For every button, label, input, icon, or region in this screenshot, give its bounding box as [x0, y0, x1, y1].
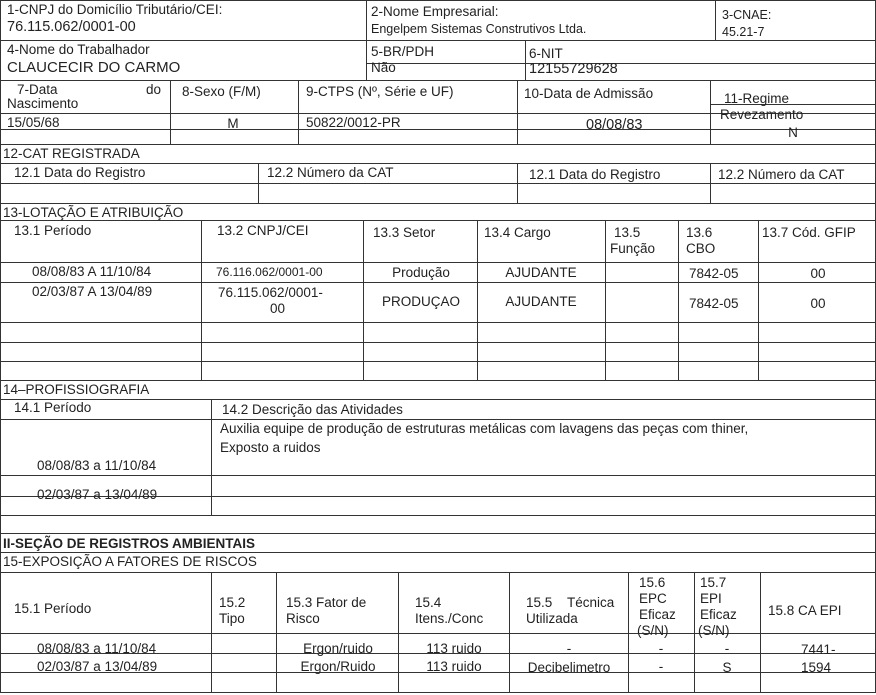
sexo-value: M: [227, 116, 239, 131]
exposicao-row1-periodo: 08/08/83 a 11/10/84: [37, 641, 157, 656]
cnpj-value: 76.115.062/0001-00: [7, 19, 136, 35]
exposicao-row1-epi: -: [724, 641, 730, 656]
trabalhador-label: 4-Nome do Trabalhador: [7, 42, 150, 57]
grid-line: [0, 515, 876, 516]
grid-line: [0, 322, 876, 323]
grid-line: [366, 63, 876, 64]
grid-line: [0, 80, 876, 81]
cnae-value: 45.21-7: [722, 25, 765, 39]
profissiografia-col-periodo: 14.1 Período: [14, 400, 92, 415]
grid-line: [0, 475, 876, 476]
grid-line: [517, 80, 518, 145]
grid-line: [678, 220, 679, 381]
exposicao-col-tecnica-1a: 15.5: [526, 595, 553, 610]
profissiografia-row2-periodo: 02/03/87 a 13/04/89: [37, 487, 158, 502]
grid-line: [0, 0, 1, 693]
grid-line: [0, 203, 876, 204]
admissao-value: 08/08/83: [586, 117, 643, 133]
cat-data-registro-2: 12.1 Data do Registro: [529, 167, 661, 182]
grid-line: [366, 0, 367, 81]
exposicao-col-fator-2: Risco: [286, 611, 320, 626]
lotacao-col-gfip: 13.7 Cód. GFIP: [762, 225, 856, 240]
grid-line: [0, 163, 876, 164]
exposicao-col-epc-1: 15.6: [639, 575, 666, 590]
lotacao-row2-setor: PRODUÇAO: [381, 294, 460, 309]
grid-line: [758, 220, 759, 381]
lotacao-col-cbo-2: CBO: [686, 241, 716, 256]
exposicao-col-itens-1: 15.4: [415, 595, 442, 610]
cat-data-registro-1: 12.1 Data do Registro: [14, 165, 146, 180]
exposicao-row1-ca: 7441-: [801, 642, 836, 657]
lotacao-col-funcao-1: 13.5: [614, 225, 641, 240]
lotacao-col-cbo-1: 13.6: [686, 225, 713, 240]
exposicao-row1-epc: -: [658, 641, 664, 656]
nome-empresarial-value: Engelpem Sistemas Construtivos Ltda.: [371, 22, 587, 36]
lotacao-row2-gfip: 00: [810, 296, 826, 311]
grid-line: [0, 361, 876, 362]
br-pdh-value: Não: [371, 60, 396, 75]
grid-line: [0, 282, 876, 283]
exposicao-row1-fator: Ergon/ruido: [303, 641, 373, 656]
trabalhador-value: CLAUCECIR DO CARMO: [7, 59, 181, 76]
exposicao-col-epi-4: (S/N): [698, 623, 730, 638]
grid-line: [0, 144, 876, 145]
exposicao-col-tipo-1: 15.2: [219, 595, 246, 610]
exposicao-col-tecnica-1b: Técnica: [567, 595, 615, 610]
exposicao-col-epc-2: EPC: [639, 591, 667, 606]
lotacao-row1-cnpj: 76.116.062/0001-00: [216, 265, 323, 279]
exposicao-col-fator-1: 15.3 Fator de: [286, 595, 367, 610]
profissiografia-col-descricao: 14.2 Descrição das Atividades: [222, 402, 403, 417]
grid-line: [710, 163, 711, 204]
lotacao-row1-periodo: 08/08/83 A 11/10/84: [32, 264, 152, 279]
regime-label-1: 11-Regime: [724, 91, 790, 106]
exposicao-row2-fator: Ergon/Ruido: [300, 659, 376, 674]
grid-line: [760, 572, 761, 693]
lotacao-row2-cnpj-b: 00: [270, 301, 286, 316]
cat-title: 12-CAT REGISTRADA: [3, 146, 140, 161]
lotacao-col-periodo: 13.1 Período: [14, 223, 92, 238]
lotacao-col-setor: 13.3 Setor: [373, 225, 436, 240]
exposicao-col-epi-3: Eficaz: [700, 607, 737, 622]
lotacao-title: 13-LOTAÇÃO E ATRIBUIÇÃO: [3, 205, 184, 220]
grid-line: [258, 163, 259, 204]
cnpj-label: 1-CNPJ do Domicílio Tributário/CEI:: [7, 2, 223, 17]
lotacao-row1-gfip: 00: [810, 266, 826, 281]
exposicao-col-epi-1: 15.7: [700, 575, 727, 590]
nasc-label-a: 7-Data: [17, 82, 58, 97]
nit-value: 12155729628: [529, 61, 618, 77]
exposicao-title: 15-EXPOSIÇÃO A FATORES DE RISCOS: [3, 554, 257, 569]
exposicao-row1-itens: 113 ruido: [426, 641, 482, 656]
grid-line: [0, 40, 876, 41]
lotacao-col-cnpj: 13.2 CNPJ/CEI: [217, 223, 309, 238]
exposicao-col-epc-4: (S/N): [637, 623, 669, 638]
grid-line: [0, 633, 876, 634]
nasc-label-c: Nascimento: [7, 96, 79, 111]
grid-line: [298, 80, 299, 145]
exposicao-row2-tecnica: Decibelimetro: [527, 660, 611, 675]
lotacao-row1-cargo: AJUDANTE: [505, 265, 577, 280]
grid-line: [0, 572, 876, 573]
exposicao-row2-epi: S: [722, 660, 732, 675]
grid-line: [0, 533, 876, 534]
exposicao-col-epi-2: EPI: [700, 591, 722, 606]
exposicao-row2-itens: 113 ruido: [426, 659, 482, 674]
profissiografia-title: 14–PROFISSIOGRAFIA: [3, 382, 150, 397]
cat-numero-1: 12.2 Número da CAT: [267, 165, 394, 180]
grid-line: [170, 80, 171, 145]
grid-line: [525, 40, 526, 81]
regime-label-2: Revezamento: [720, 107, 804, 122]
sexo-label: 8-Sexo (F/M): [182, 84, 261, 99]
exposicao-col-tipo-2: Tipo: [219, 611, 245, 626]
cnae-label: 3-CNAE:: [722, 8, 772, 22]
exposicao-row2-ca: 1594: [801, 660, 832, 675]
lotacao-col-funcao-2: Função: [610, 241, 656, 256]
grid-line: [0, 380, 876, 381]
lotacao-row2-cnpj-a: 76.115.062/0001-: [218, 285, 323, 300]
grid-line: [0, 692, 876, 693]
grid-line: [0, 183, 876, 184]
admissao-label: 10-Data de Admissão: [524, 86, 654, 101]
grid-line: [0, 419, 876, 420]
grid-line: [0, 399, 876, 400]
grid-line: [211, 572, 212, 693]
grid-line: [0, 220, 876, 221]
grid-line: [0, 0, 876, 1]
secao2-title: II-SEÇÃO DE REGISTROS AMBIENTAIS: [3, 536, 256, 551]
lotacao-row1-cbo: 7842-05: [689, 266, 739, 281]
grid-line: [0, 552, 876, 553]
lotacao-row2-cargo: AJUDANTE: [505, 294, 577, 309]
grid-line: [0, 262, 876, 263]
lotacao-row1-setor: Produção: [392, 265, 450, 280]
profissiografia-desc-line2: Exposto a ruidos: [220, 440, 321, 455]
grid-line: [715, 0, 716, 41]
nome-empresarial-label: 2-Nome Empresarial:: [371, 4, 499, 19]
grid-line: [201, 220, 202, 381]
exposicao-row1-tecnica: -: [566, 641, 572, 656]
br-pdh-label: 5-BR/PDH: [371, 44, 435, 59]
exposicao-col-itens-2: Itens./Conc: [415, 611, 484, 626]
lotacao-col-cargo: 13.4 Cargo: [484, 225, 551, 240]
regime-value: N: [788, 125, 798, 140]
exposicao-row2-epc: -: [658, 659, 664, 674]
grid-line: [517, 163, 518, 204]
lotacao-row2-periodo: 02/03/87 A 13/04/89: [32, 284, 153, 299]
nit-label: 6-NIT: [529, 46, 563, 61]
exposicao-col-periodo: 15.1 Período: [14, 601, 92, 616]
lotacao-row2-cbo: 7842-05: [689, 296, 739, 311]
exposicao-col-epc-3: Eficaz: [639, 607, 676, 622]
grid-line: [211, 399, 212, 516]
exposicao-col-tecnica-2: Utilizada: [526, 611, 578, 626]
grid-line: [0, 342, 876, 343]
profissiografia-desc-line1: Auxilia equipe de produção de estruturas metálicas com lavagens das peças com thiner,: [220, 421, 749, 436]
exposicao-row2-periodo: 02/03/87 a 13/04/89: [37, 659, 158, 674]
grid-line: [276, 572, 277, 693]
nasc-value: 15/05/68: [7, 115, 60, 130]
grid-line: [398, 572, 399, 693]
ctps-label: 9-CTPS (Nº, Série e UF): [306, 84, 454, 99]
exposicao-col-ca: 15.8 CA EPI: [768, 603, 842, 618]
nasc-label-b: do: [146, 82, 162, 97]
cat-numero-2: 12.2 Número da CAT: [718, 167, 845, 182]
ctps-value: 50822/0012-PR: [306, 115, 401, 130]
profissiografia-row1-periodo: 08/08/83 a 11/10/84: [37, 458, 157, 473]
